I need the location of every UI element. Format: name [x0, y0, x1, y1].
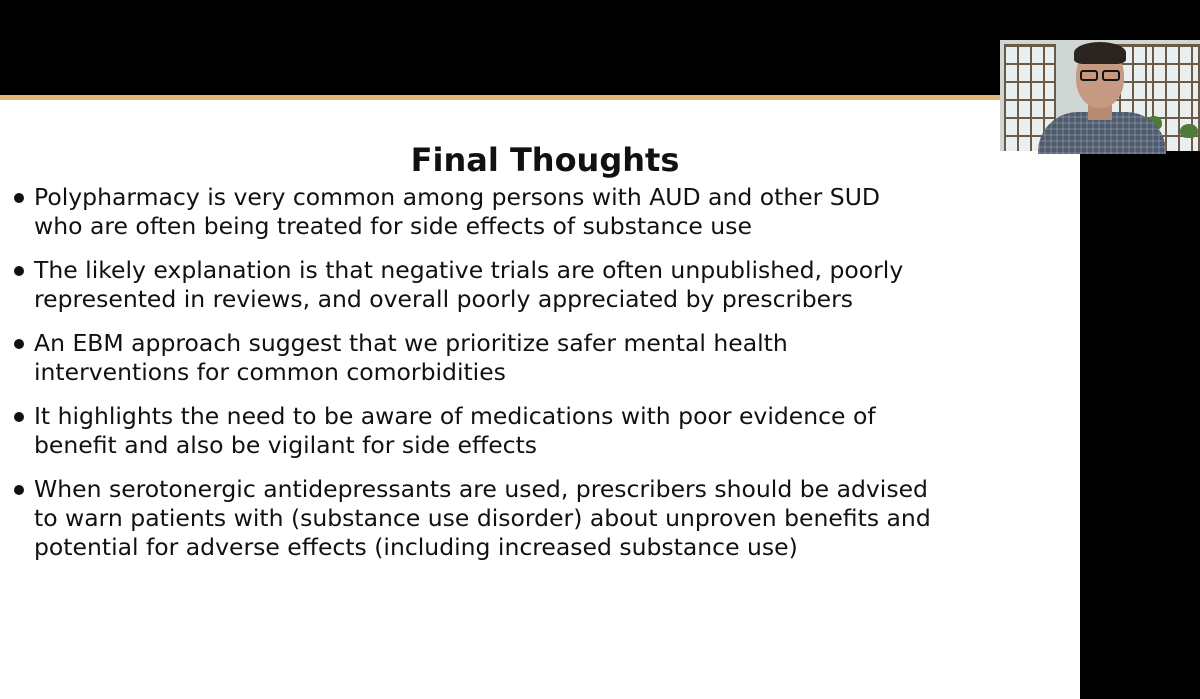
bullet-line: When serotonergic antidepressants are used, prescribers should be advised [34, 475, 928, 503]
bullet-line: to warn patients with (substance use disorder) about unproven benefits and [34, 504, 931, 532]
bullet-item [14, 256, 1078, 314]
bullet-line: potential for adverse effects (including increased substance use) [34, 533, 798, 561]
bullet-line: An EBM approach suggest that we prioritize safer mental health [34, 329, 788, 357]
bullet-dot-icon [14, 193, 24, 203]
bullet-item [14, 402, 1078, 460]
glasses-icon [1078, 70, 1122, 82]
slide-title: Final Thoughts [410, 141, 680, 179]
presenter-hair [1074, 42, 1126, 64]
bullet-item [14, 183, 1078, 241]
bullet-item [14, 329, 1078, 387]
bullet-item [14, 475, 1078, 562]
bullet-line: It highlights the need to be aware of medications with poor evidence of [34, 402, 876, 430]
bullet-dot-icon [14, 412, 24, 422]
bullet-line: The likely explanation is that negative trials are often unpublished, poorly [34, 256, 904, 284]
bullet-line: interventions for common comorbidities [34, 358, 506, 386]
bullet-line: Polypharmacy is very common among persons with AUD and other SUD [34, 183, 881, 211]
bullet-dot-icon [14, 266, 24, 276]
bullet-line: represented in reviews, and overall poorly appreciated by prescribers [34, 285, 854, 313]
bullet-list [14, 183, 1078, 577]
plant-leaves [1180, 124, 1198, 138]
slide-header-band [0, 0, 1080, 95]
glasses-lens [1080, 70, 1098, 81]
bullet-line: benefit and also be vigilant for side effects [34, 431, 538, 459]
presenter-figure [1038, 40, 1168, 151]
glasses-lens [1102, 70, 1120, 81]
bullet-line: who are often being treated for side effects of substance use [34, 212, 752, 240]
bullet-dot-icon [14, 339, 24, 349]
bullet-dot-icon [14, 485, 24, 495]
